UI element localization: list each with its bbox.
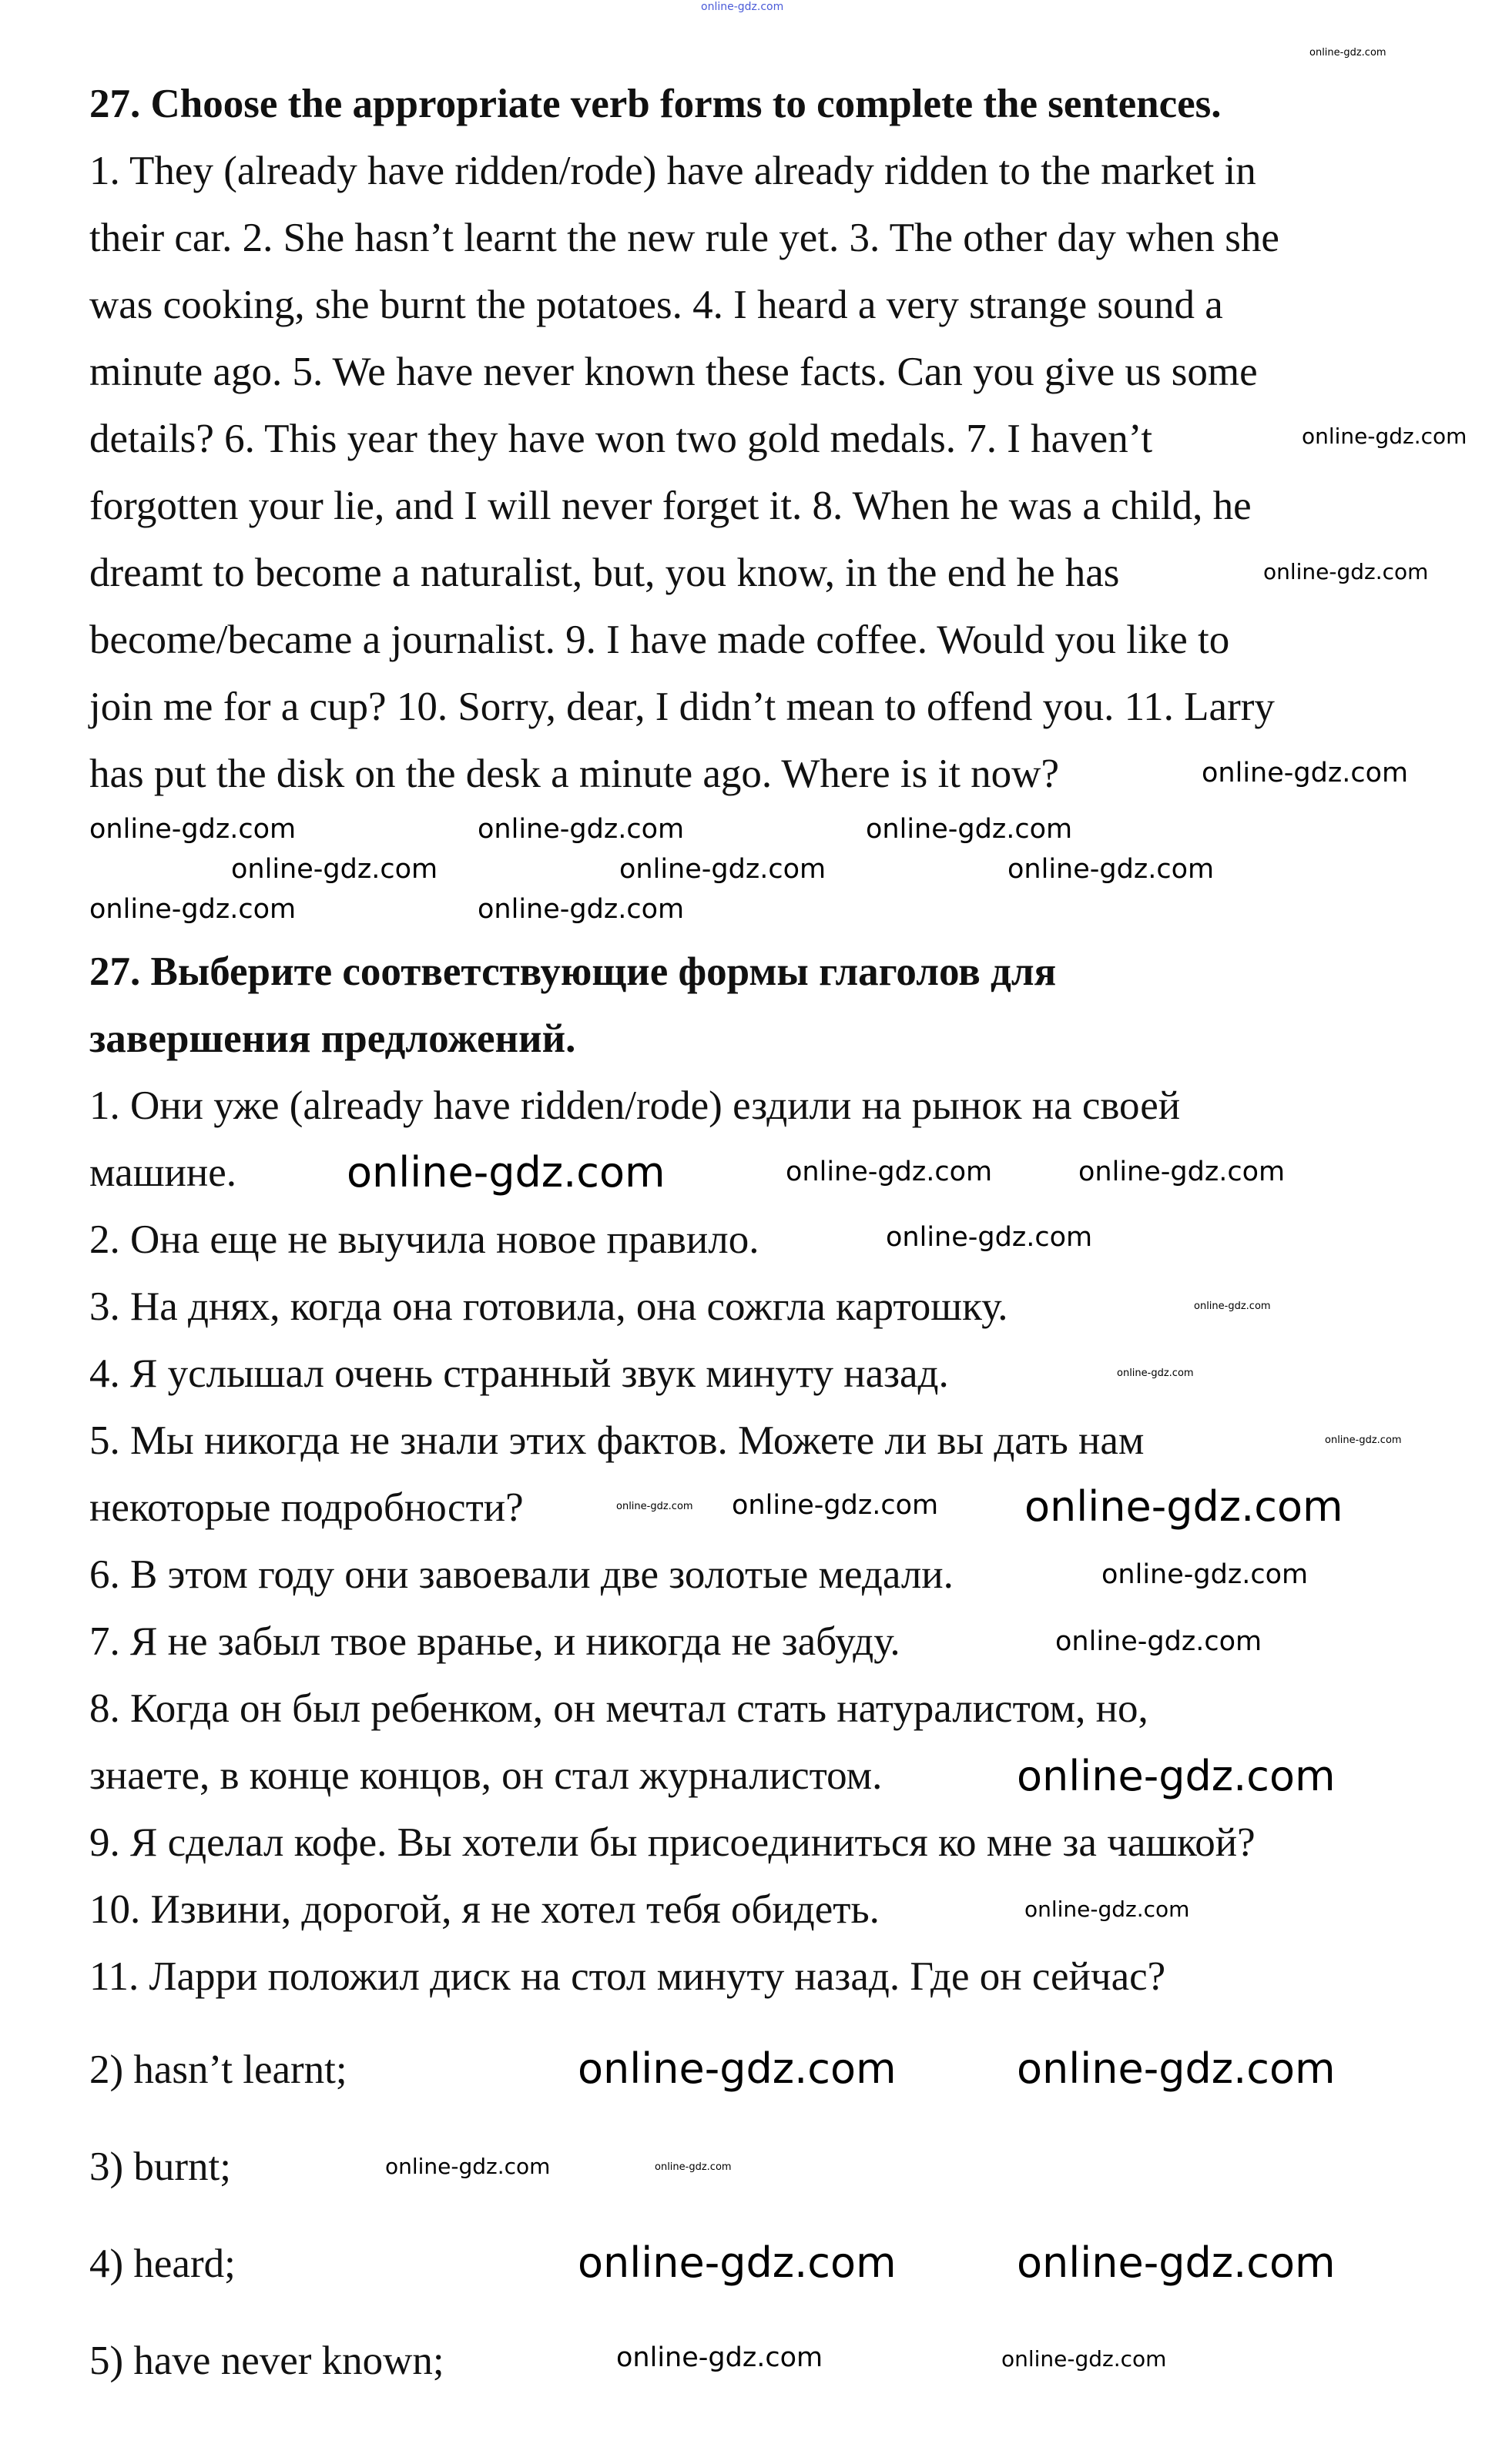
text-line: 8. Когда он был ребенком, он мечтал стать натуралистом, но, xyxy=(89,1686,1148,1731)
text-line: некоторые подробности? xyxy=(89,1485,524,1530)
russian-heading-line: завершения предложений. xyxy=(89,1016,576,1061)
watermark: online-gdz.com xyxy=(1017,2044,1336,2093)
watermark: online-gdz.com xyxy=(478,814,685,845)
english-exercise xyxy=(89,71,1279,808)
watermark: online-gdz.com xyxy=(655,2161,732,2173)
watermark: online-gdz.com xyxy=(1024,1482,1343,1531)
text-line: has put the disk on the desk a minute ago. Where is it now? xyxy=(89,752,1059,796)
text-line: 1. Они уже (already have ridden/rode) ездили на рынок на своей xyxy=(89,1083,1181,1128)
text-line: 9. Я сделал кофе. Вы хотели бы присоединиться ко мне за чашкой? xyxy=(89,1820,1256,1865)
watermark: online-gdz.com xyxy=(1325,1435,1402,1446)
text-line: details? 6. This year they have won two gold medals. 7. I haven’t xyxy=(89,417,1153,461)
watermark: online-gdz.com xyxy=(786,1157,993,1187)
watermark: online-gdz.com xyxy=(578,2238,897,2287)
answer-item: 5) have never known; xyxy=(89,2338,444,2383)
text-line: машине. xyxy=(89,1150,237,1195)
text-line: 5. Мы никогда не знали этих фактов. Можете ли вы дать нам xyxy=(89,1418,1145,1463)
watermark: online-gdz.com xyxy=(1017,1752,1336,1800)
watermark: online-gdz.com xyxy=(619,854,826,885)
watermark: online-gdz.com xyxy=(1078,1157,1286,1187)
watermark: online-gdz.com xyxy=(866,814,1073,845)
text-line: 11. Ларри положил диск на стол минуту назад. Где он сейчас? xyxy=(89,1954,1166,1999)
text-line: 10. Извини, дорогой, я не хотел тебя обидеть. xyxy=(89,1887,880,1932)
text-line: 4. Я услышал очень странный звук минуту назад. xyxy=(89,1351,949,1396)
english-heading: 27. Choose the appropriate verb forms to complete the sentences. xyxy=(89,82,1222,126)
answer-item: 4) heard; xyxy=(89,2241,236,2286)
watermark: online-gdz.com xyxy=(347,1148,666,1197)
watermark: online-gdz.com xyxy=(1017,2238,1336,2287)
russian-heading-line: 27. Выберите соответствующие формы глаголов для xyxy=(89,949,1057,994)
text-line: 1. They (already have ridden/rode) have already ridden to the market in xyxy=(89,149,1256,193)
watermark: online-gdz.com xyxy=(1024,1897,1190,1922)
watermark: online-gdz.com xyxy=(1117,1368,1194,1379)
watermark: online-gdz.com xyxy=(1302,424,1467,449)
watermark: online-gdz.com xyxy=(478,894,685,925)
watermark: online-gdz.com xyxy=(1001,2346,1167,2372)
text-line: their car. 2. She hasn’t learnt the new rule yet. 3. The other day when she xyxy=(89,216,1279,260)
watermark: online-gdz.com xyxy=(231,854,438,885)
text-line: 7. Я не забыл твое вранье, и никогда не забуду. xyxy=(89,1619,900,1664)
watermark: online-gdz.com xyxy=(578,2044,897,2093)
text-line: join me for a cup? 10. Sorry, dear, I didn’t mean to offend you. 11. Larry xyxy=(89,685,1275,729)
text-line: forgotten your lie, and I will never forget it. 8. When he was a child, he xyxy=(89,484,1252,528)
watermark: online-gdz.com xyxy=(616,1501,693,1512)
watermark: online-gdz.com xyxy=(89,894,297,925)
watermark: online-gdz.com xyxy=(616,2342,823,2373)
watermark: online-gdz.com xyxy=(89,814,297,845)
text-line: 6. В этом году они завоевали две золотые медали. xyxy=(89,1552,954,1597)
watermark: online-gdz.com xyxy=(1202,758,1409,788)
watermark: online-gdz.com xyxy=(1055,1626,1262,1657)
answer-item: 2) hasn’t learnt; xyxy=(89,2047,347,2092)
watermark: online-gdz.com xyxy=(886,1222,1093,1253)
answer-item: 3) burnt; xyxy=(89,2144,231,2189)
text-line: was cooking, she burnt the potatoes. 4. I heard a very strange sound a xyxy=(89,283,1223,327)
text-line: 2. Она еще не выучила новое правило. xyxy=(89,1217,759,1262)
text-line: minute ago. 5. We have never known these facts. Can you give us some xyxy=(89,350,1258,394)
text-line: dreamt to become a naturalist, but, you know, in the end he has xyxy=(89,551,1120,595)
watermark: online-gdz.com xyxy=(1101,1559,1309,1590)
watermark: online-gdz.com xyxy=(1194,1301,1271,1312)
text-line: 3. На днях, когда она готовила, она сожгла картошку. xyxy=(89,1284,1008,1329)
watermark: online-gdz.com xyxy=(385,2154,551,2179)
russian-exercise xyxy=(89,939,1256,2010)
watermark: online-gdz.com xyxy=(1309,47,1386,59)
watermark: online-gdz.com xyxy=(1007,854,1215,885)
text-line: become/became a journalist. 9. I have made coffee. Would you like to xyxy=(89,618,1230,662)
watermark: online-gdz.com xyxy=(732,1490,939,1521)
watermark: online-gdz.com xyxy=(1263,559,1429,584)
text-line: знаете, в конце концов, он стал журналистом. xyxy=(89,1753,883,1798)
watermark: online-gdz.com xyxy=(701,1,784,13)
answers-list xyxy=(89,2021,444,2409)
